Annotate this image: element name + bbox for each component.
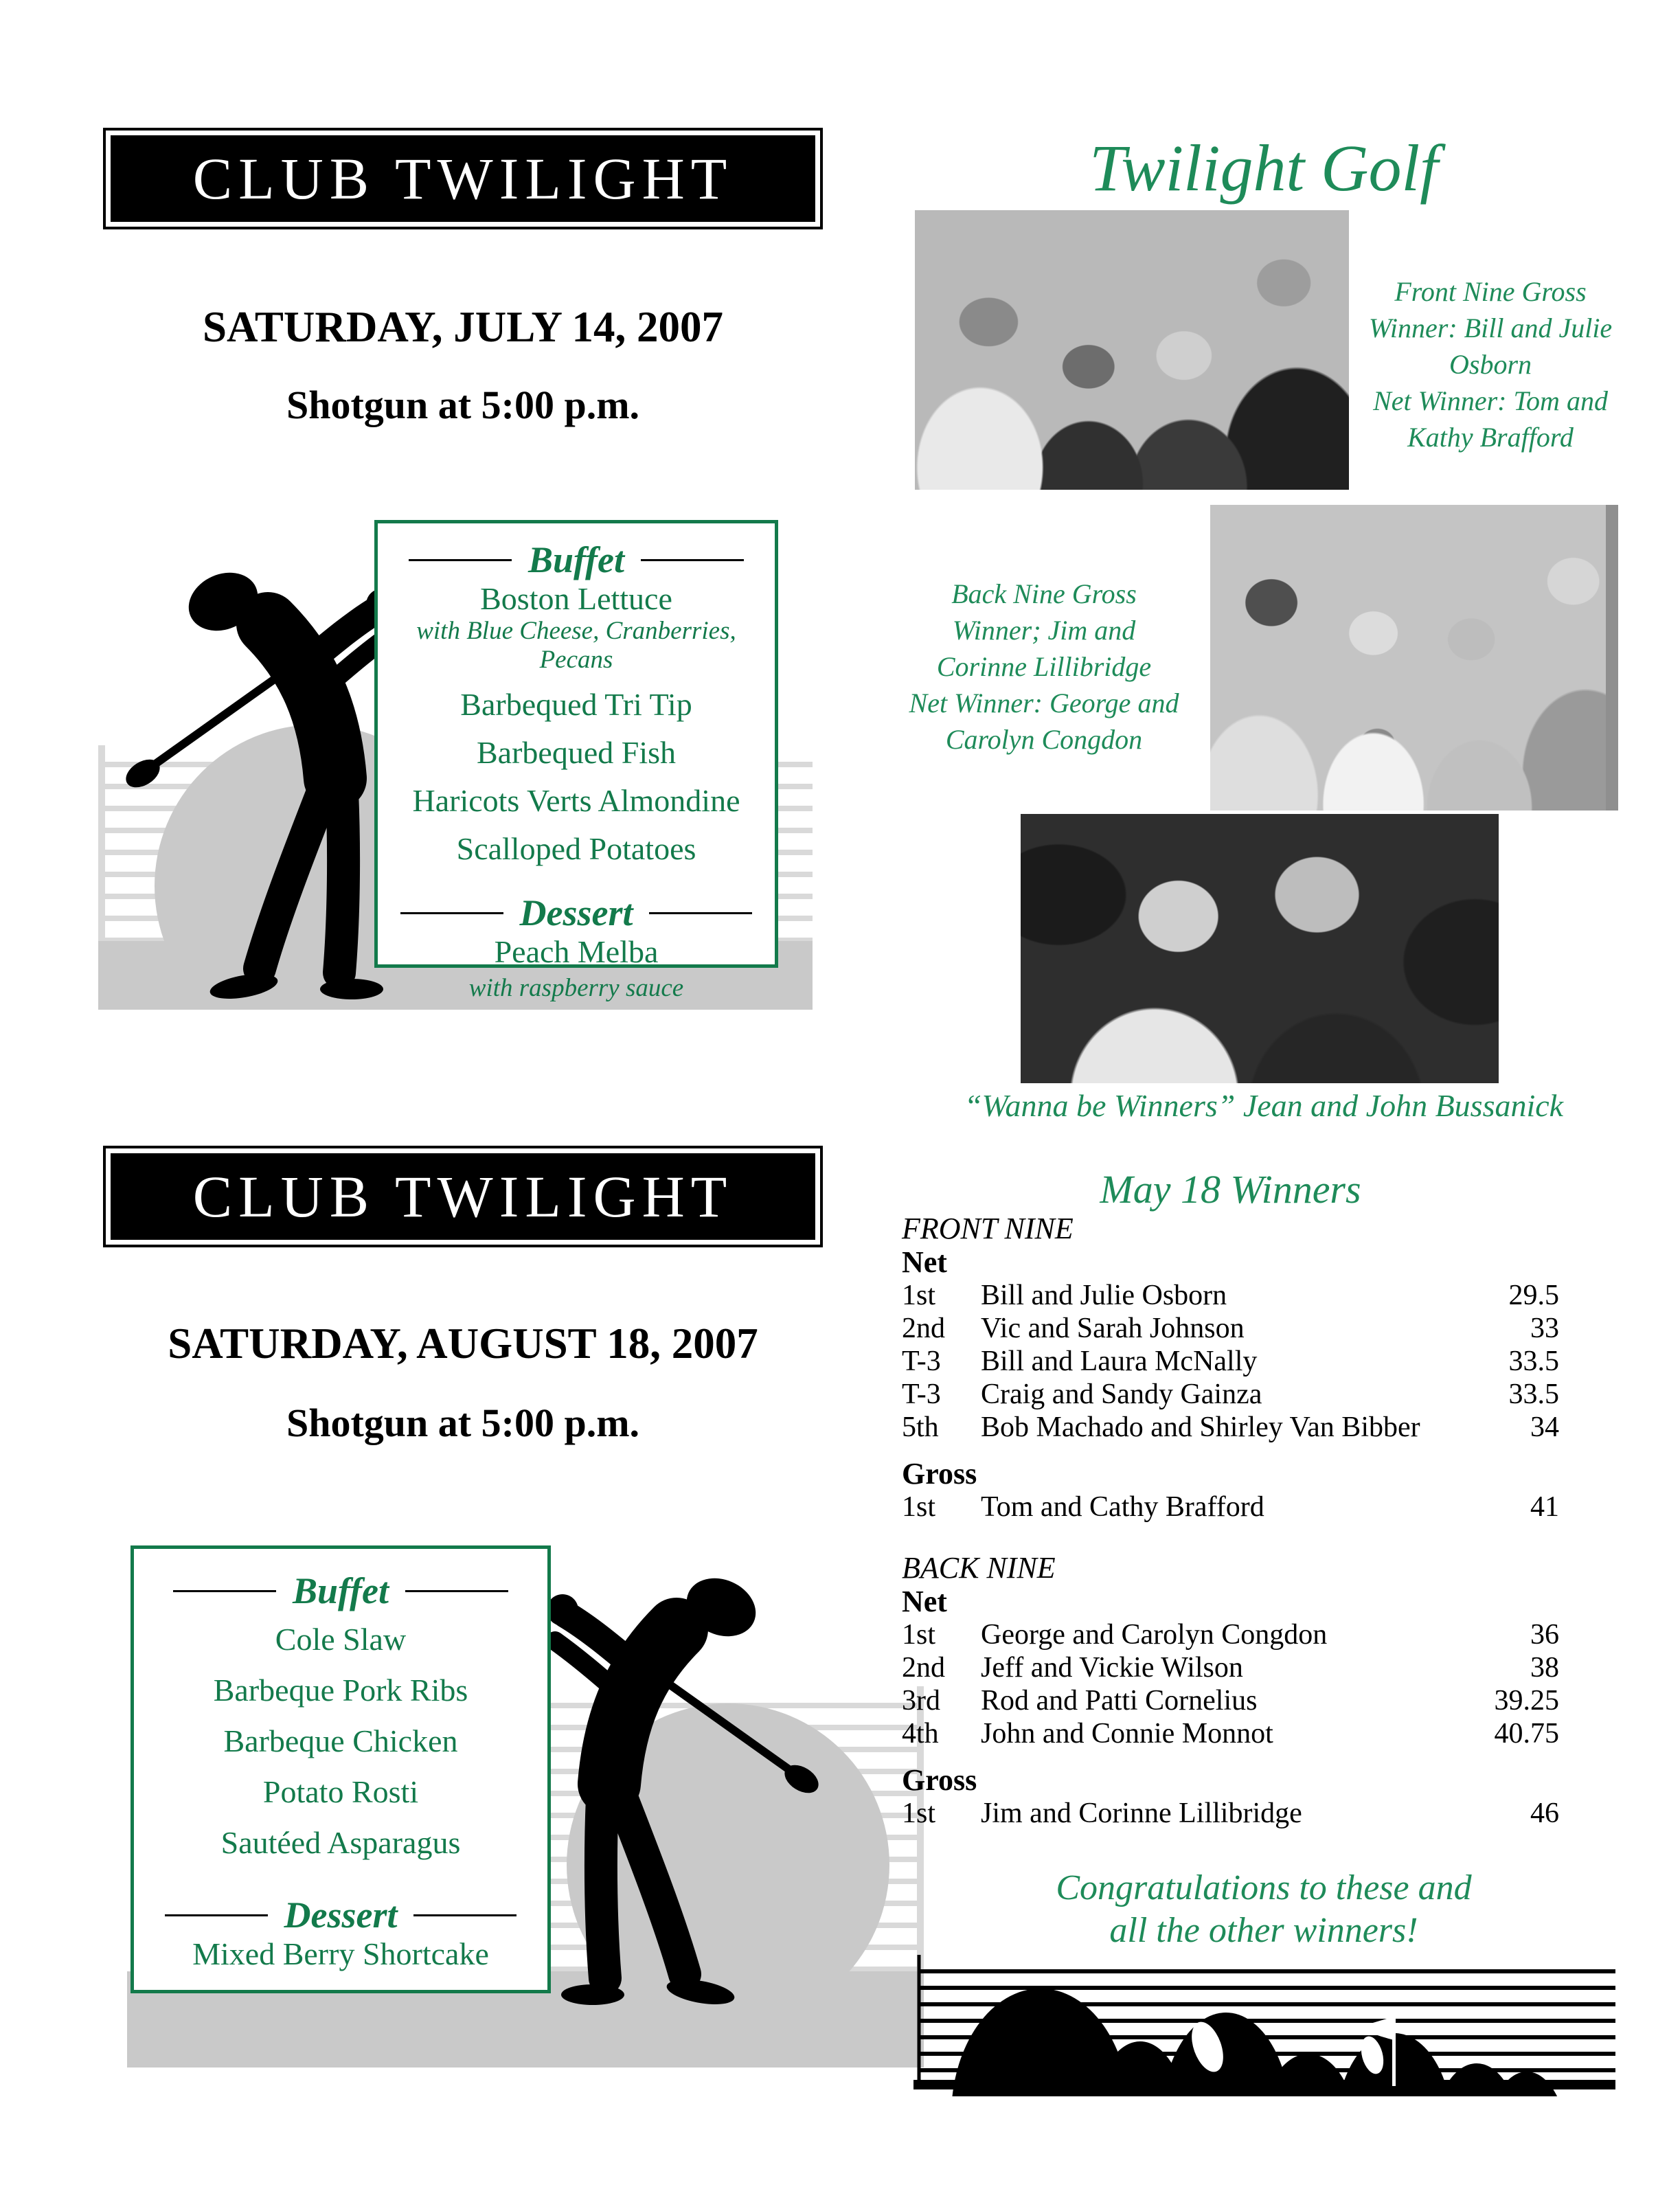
menu-item: Peach Melba — [494, 934, 659, 969]
table-row — [902, 1345, 1559, 1378]
rank-cell: T-3 — [902, 1379, 941, 1410]
score-cell: 33.5 — [1508, 1346, 1559, 1377]
caption-front-nine — [1339, 273, 1642, 455]
caption-line: Front Nine Gross — [1394, 276, 1587, 307]
buffet-heading-row — [378, 539, 775, 581]
names-cell: Bill and Laura McNally — [981, 1346, 1258, 1377]
photo-back-nine-winners — [1210, 505, 1618, 811]
caption-line: Back Nine Gross — [951, 578, 1137, 609]
winners-heading: May 18 Winners — [1100, 1167, 1361, 1212]
menu-item: Haricots Verts Almondine — [412, 783, 740, 818]
rank-cell: 1st — [902, 1798, 936, 1829]
score-cell: 40.75 — [1494, 1718, 1559, 1749]
net-label: Net — [902, 1585, 947, 1618]
caption-line: Osborn — [1449, 349, 1532, 380]
table-row — [902, 1717, 1559, 1750]
table-row — [902, 1312, 1559, 1345]
table-row — [902, 1684, 1559, 1717]
dessert-heading: Dessert — [519, 892, 633, 933]
score-cell: 41 — [1530, 1491, 1559, 1523]
event1-date: SATURDAY, JULY 14, 2007 — [203, 303, 723, 351]
rank-cell: 1st — [902, 1491, 936, 1523]
table-row — [902, 1279, 1559, 1312]
names-cell: Bob Machado and Shirley Van Bibber — [981, 1412, 1420, 1443]
menu-item: Mixed Berry Shortcake — [192, 1936, 489, 1971]
event2-title: CLUB TWILIGHT — [192, 1164, 734, 1230]
congratulations-note — [920, 1867, 1607, 1952]
photo-front-nine-winners — [915, 210, 1349, 490]
congrats-line: Congratulations to these and — [1056, 1868, 1472, 1907]
gross-label: Gross — [902, 1457, 977, 1491]
menu-item: Boston Lettuce — [480, 581, 672, 616]
menu-item: Sautéed Asparagus — [220, 1825, 461, 1860]
rank-cell: T-3 — [902, 1346, 941, 1377]
menu-box-july — [374, 520, 778, 1002]
front-nine-label: FRONT NINE — [902, 1212, 1074, 1245]
heading-rule — [649, 912, 752, 914]
winners-results — [902, 1168, 1559, 1830]
names-cell: George and Carolyn Congdon — [981, 1619, 1328, 1651]
event1-title-banner — [103, 128, 823, 229]
score-cell: 38 — [1530, 1652, 1559, 1684]
table-row — [902, 1378, 1559, 1411]
event2-date: SATURDAY, AUGUST 18, 2007 — [168, 1319, 758, 1368]
heading-rule — [173, 1590, 276, 1592]
names-cell: Jim and Corinne Lillibridge — [981, 1798, 1302, 1829]
caption-line: Net Winner: George and — [909, 688, 1179, 718]
names-cell: Jeff and Vickie Wilson — [981, 1652, 1243, 1684]
rank-cell: 4th — [902, 1718, 939, 1749]
golf-green-flag-graphic — [913, 1951, 1621, 2096]
names-cell: Craig and Sandy Gainza — [981, 1379, 1262, 1410]
heading-rule — [165, 1914, 268, 1916]
rank-cell: 3rd — [902, 1685, 940, 1717]
table-row — [902, 1651, 1559, 1684]
page-title: Twilight Golf — [1089, 131, 1438, 205]
heading-rule — [405, 1590, 508, 1592]
caption-line: Winner; Jim and — [952, 615, 1136, 646]
heading-rule — [409, 559, 512, 561]
buffet-heading: Buffet — [527, 539, 624, 580]
caption-line: Net Winner: Tom and — [1373, 385, 1608, 416]
names-cell: Vic and Sarah Johnson — [981, 1313, 1245, 1344]
names-cell: Rod and Patti Cornelius — [981, 1685, 1258, 1717]
score-cell: 36 — [1530, 1619, 1559, 1651]
gross-label: Gross — [902, 1763, 977, 1797]
buffet-heading: Buffet — [292, 1570, 389, 1611]
menu-item-note: with raspberry sauce — [468, 974, 684, 1002]
photo-wanna-be-winners — [1021, 814, 1499, 1083]
table-row — [902, 1797, 1559, 1830]
event2-time: Shotgun at 5:00 p.m. — [286, 1401, 640, 1445]
menu-item-note: with Blue Cheese, Cranberries, Pecans — [416, 617, 736, 674]
event1-title-box — [111, 135, 815, 222]
names-cell: John and Connie Monnot — [981, 1718, 1273, 1749]
score-cell: 34 — [1530, 1412, 1559, 1443]
event1-title: CLUB TWILIGHT — [192, 146, 734, 212]
rank-cell: 1st — [902, 1619, 936, 1651]
score-cell: 33 — [1530, 1313, 1559, 1344]
event1-time: Shotgun at 5:00 p.m. — [286, 383, 640, 427]
menu-item: Barbequed Tri Tip — [460, 687, 692, 722]
congrats-line: all the other winners! — [1109, 1911, 1418, 1950]
rank-cell: 1st — [902, 1280, 936, 1311]
rank-cell: 5th — [902, 1412, 939, 1443]
buffet-heading-row — [134, 1570, 547, 1612]
score-cell: 39.25 — [1494, 1685, 1559, 1717]
menu-item: Potato Rosti — [262, 1774, 419, 1809]
caption-back-nine — [893, 576, 1195, 758]
menu-box-august — [130, 1545, 551, 1993]
heading-rule — [400, 912, 503, 914]
names-cell: Tom and Cathy Brafford — [981, 1491, 1264, 1523]
table-row — [902, 1491, 1559, 1523]
table-row — [902, 1618, 1559, 1651]
caption-line: Winner: Bill and Julie — [1368, 313, 1613, 343]
heading-rule — [413, 1914, 517, 1916]
dessert-heading-row — [134, 1894, 547, 1936]
menu-item: Barbeque Pork Ribs — [213, 1673, 468, 1708]
rank-cell: 2nd — [902, 1313, 945, 1344]
rank-cell: 2nd — [902, 1652, 945, 1684]
caption-wanna-be-winners: “Wanna be Winners” Jean and John Bussanick — [964, 1088, 1564, 1123]
score-cell: 46 — [1530, 1798, 1559, 1829]
net-label: Net — [902, 1245, 947, 1279]
menu-item: Scalloped Potatoes — [456, 831, 696, 866]
event2-title-banner — [103, 1146, 823, 1247]
names-cell: Bill and Julie Osborn — [981, 1280, 1227, 1311]
dessert-heading-row — [378, 892, 775, 934]
caption-line: Corinne Lillibridge — [936, 651, 1152, 682]
menu-item: Barbequed Fish — [476, 735, 676, 770]
score-cell: 33.5 — [1508, 1379, 1559, 1410]
heading-rule — [641, 559, 744, 561]
back-nine-label: BACK NINE — [902, 1551, 1056, 1585]
score-cell: 29.5 — [1508, 1280, 1559, 1311]
caption-line: Carolyn Congdon — [945, 724, 1143, 755]
menu-item: Cole Slaw — [275, 1622, 407, 1657]
menu-item: Barbeque Chicken — [223, 1723, 458, 1758]
table-row — [902, 1411, 1559, 1444]
caption-line: Kathy Brafford — [1407, 422, 1574, 453]
dessert-heading: Dessert — [284, 1894, 398, 1936]
event2-title-box — [111, 1153, 815, 1240]
